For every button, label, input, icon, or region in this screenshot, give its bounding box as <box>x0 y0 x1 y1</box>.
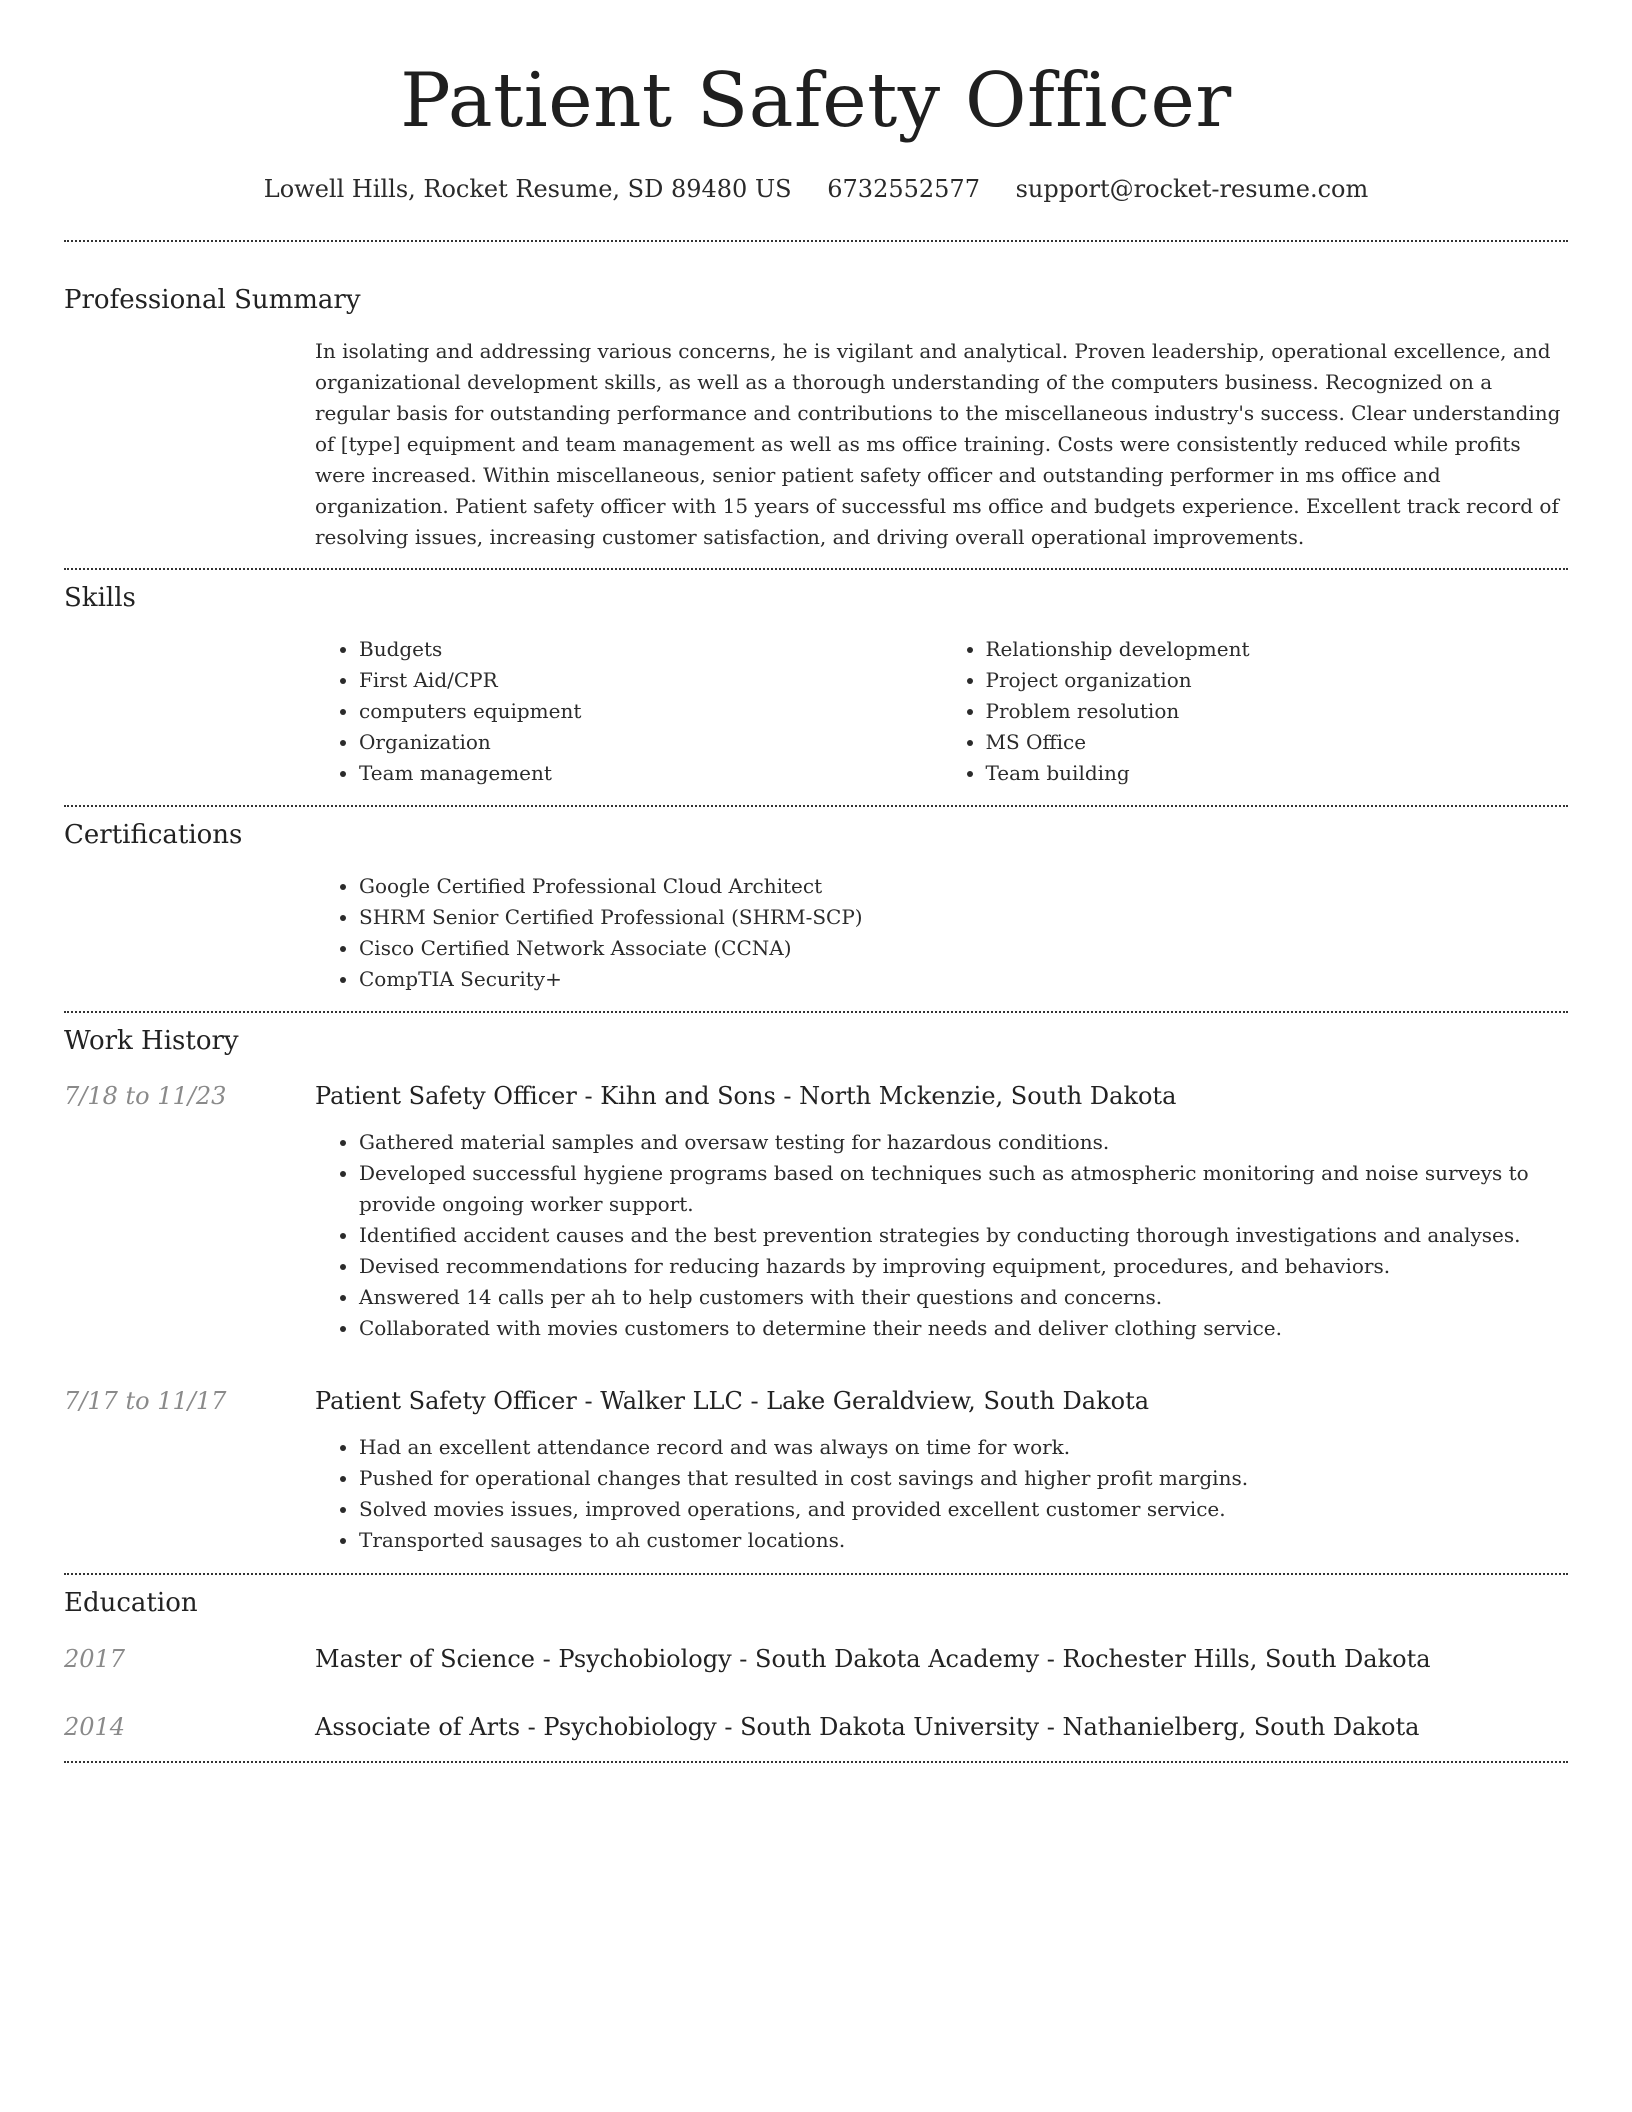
section-title-summary: Professional Summary <box>64 285 361 315</box>
candidate-name: Patient Safety Officer <box>400 56 1232 144</box>
skill-item: • Project organization <box>986 665 1569 696</box>
skill-item: • Organization <box>359 727 942 758</box>
education-degree: Associate of Arts <box>315 1713 521 1741</box>
certification-item: • SHRM Senior Certified Professional (SHRM-SCP) <box>359 902 1568 933</box>
education-entry <box>64 1710 1568 1744</box>
job-duties <box>315 1432 1568 1556</box>
job-duties <box>315 1127 1568 1344</box>
certification-item: • Google Certified Professional Cloud Architect <box>359 871 1568 902</box>
education-school: South Dakota University <box>740 1713 1040 1741</box>
job-duty: • Gathered material samples and oversaw testing for hazardous conditions. <box>359 1127 1568 1158</box>
separator: - <box>742 1387 767 1415</box>
skill-item: • Problem resolution <box>986 696 1569 727</box>
education-year: 2014 <box>64 1713 126 1741</box>
separator: - <box>576 1082 601 1110</box>
separator: - <box>576 1387 601 1415</box>
skill-item: • MS Office <box>986 727 1569 758</box>
education-heading <box>315 1710 1419 1744</box>
separator: - <box>520 1713 544 1741</box>
separator: - <box>1039 1713 1063 1741</box>
job-duty: • Pushed for operational changes that resulted in cost savings and higher profit margins. <box>359 1463 1568 1494</box>
certification-item: • Cisco Certified Network Associate (CCNA) <box>359 933 1568 964</box>
separator: - <box>1039 1645 1063 1673</box>
job-location: North Mckenzie, South Dakota <box>799 1082 1177 1110</box>
skills-section <box>64 570 1568 789</box>
separator: - <box>534 1645 559 1673</box>
job-entry <box>64 1079 1568 1344</box>
job-location: Lake Geraldview, South Dakota <box>766 1387 1150 1415</box>
education-entry <box>64 1642 1568 1676</box>
skill-item: • First Aid/CPR <box>359 665 942 696</box>
job-duty: • Had an excellent attendance record and was always on time for work. <box>359 1432 1568 1463</box>
separator: - <box>731 1645 755 1673</box>
skill-item: • Budgets <box>359 634 942 665</box>
skills-list-right <box>942 634 1569 789</box>
education-degree: Master of Science <box>315 1645 535 1673</box>
job-duty: • Developed successful hygiene programs based on techniques such as atmospheric monitoring and noise surveys to provide ongoing worker support. <box>359 1158 1568 1220</box>
separator: - <box>716 1713 741 1741</box>
job-duty: • Answered 14 calls per ah to help customers with their questions and concerns. <box>359 1282 1568 1313</box>
education-heading <box>315 1642 1431 1676</box>
job-duty: • Solved movies issues, improved operations, and provided excellent customer service. <box>359 1494 1568 1525</box>
education-field: Psychobiology <box>543 1713 717 1741</box>
skill-item: • computers equipment <box>359 696 942 727</box>
job-company: Walker LLC <box>600 1387 743 1415</box>
skills-list-left <box>315 634 942 789</box>
contact-line <box>64 172 1568 206</box>
education-section <box>64 1575 1568 1744</box>
work-history-section <box>64 1013 1568 1556</box>
skills-grid <box>315 634 1568 789</box>
education-location: Nathanielberg, South Dakota <box>1062 1713 1420 1741</box>
email: support@rocket-resume.com <box>1015 175 1369 203</box>
job-duty: • Transported sausages to ah customer locations. <box>359 1525 1568 1556</box>
job-duty: • Identified accident causes and the best prevention strategies by conducting thorough investigations and analyses. <box>359 1220 1568 1251</box>
education-location: Rochester Hills, South Dakota <box>1062 1645 1431 1673</box>
section-title-work-history: Work History <box>64 1026 239 1056</box>
certifications-list <box>315 871 1568 995</box>
job-dates: 7/18 to 11/23 <box>64 1082 227 1110</box>
education-year: 2017 <box>64 1645 126 1673</box>
skill-item: • Relationship development <box>986 634 1569 665</box>
certifications-section <box>64 807 1568 995</box>
resume-header <box>64 0 1568 206</box>
job-title: Patient Safety Officer <box>315 1387 577 1415</box>
job-company: Kihn and Sons <box>600 1082 776 1110</box>
job-entry <box>64 1384 1568 1556</box>
education-field: Psychobiology <box>558 1645 732 1673</box>
summary-section <box>64 242 1568 553</box>
job-title: Patient Safety Officer <box>315 1082 577 1110</box>
section-title-certifications: Certifications <box>64 820 243 850</box>
separator: - <box>775 1082 800 1110</box>
job-dates: 7/17 to 11/17 <box>64 1387 227 1415</box>
section-title-skills: Skills <box>64 583 136 613</box>
skill-item: • Team management <box>359 758 942 789</box>
certification-item: • CompTIA Security+ <box>359 964 1568 995</box>
education-school: South Dakota Academy <box>755 1645 1040 1673</box>
job-heading <box>315 1079 1176 1113</box>
address: Lowell Hills, Rocket Resume, SD 89480 US <box>263 175 792 203</box>
skill-item: • Team building <box>986 758 1569 789</box>
section-title-education: Education <box>64 1588 198 1618</box>
phone: 6732552577 <box>827 175 980 203</box>
summary-text: In isolating and addressing various concerns, he is vigilant and analytical. Proven leadership, operational excellence, and organizational development skills, as well as a thorough understanding of the computers business. Recognized on a regular basis for outstanding performance and contributions to the miscellaneous industry's success. Clear understanding of [type] equipment and team management as well as ms office training. Costs were consistently reduced while profits were increased. Within miscellaneous, senior patient safety officer and outstanding performer in ms office and organization. Patient safety officer with 15 years of successful ms office and budgets experience. Excellent track record of resolving issues, increasing customer satisfaction, and driving overall operational improvements. <box>315 339 1561 549</box>
job-duty: • Collaborated with movies customers to determine their needs and deliver clothing service. <box>359 1313 1568 1344</box>
job-duty: • Devised recommendations for reducing hazards by improving equipment, procedures, and behaviors. <box>359 1251 1568 1282</box>
job-heading <box>315 1384 1149 1418</box>
section-divider <box>64 1761 1568 1763</box>
